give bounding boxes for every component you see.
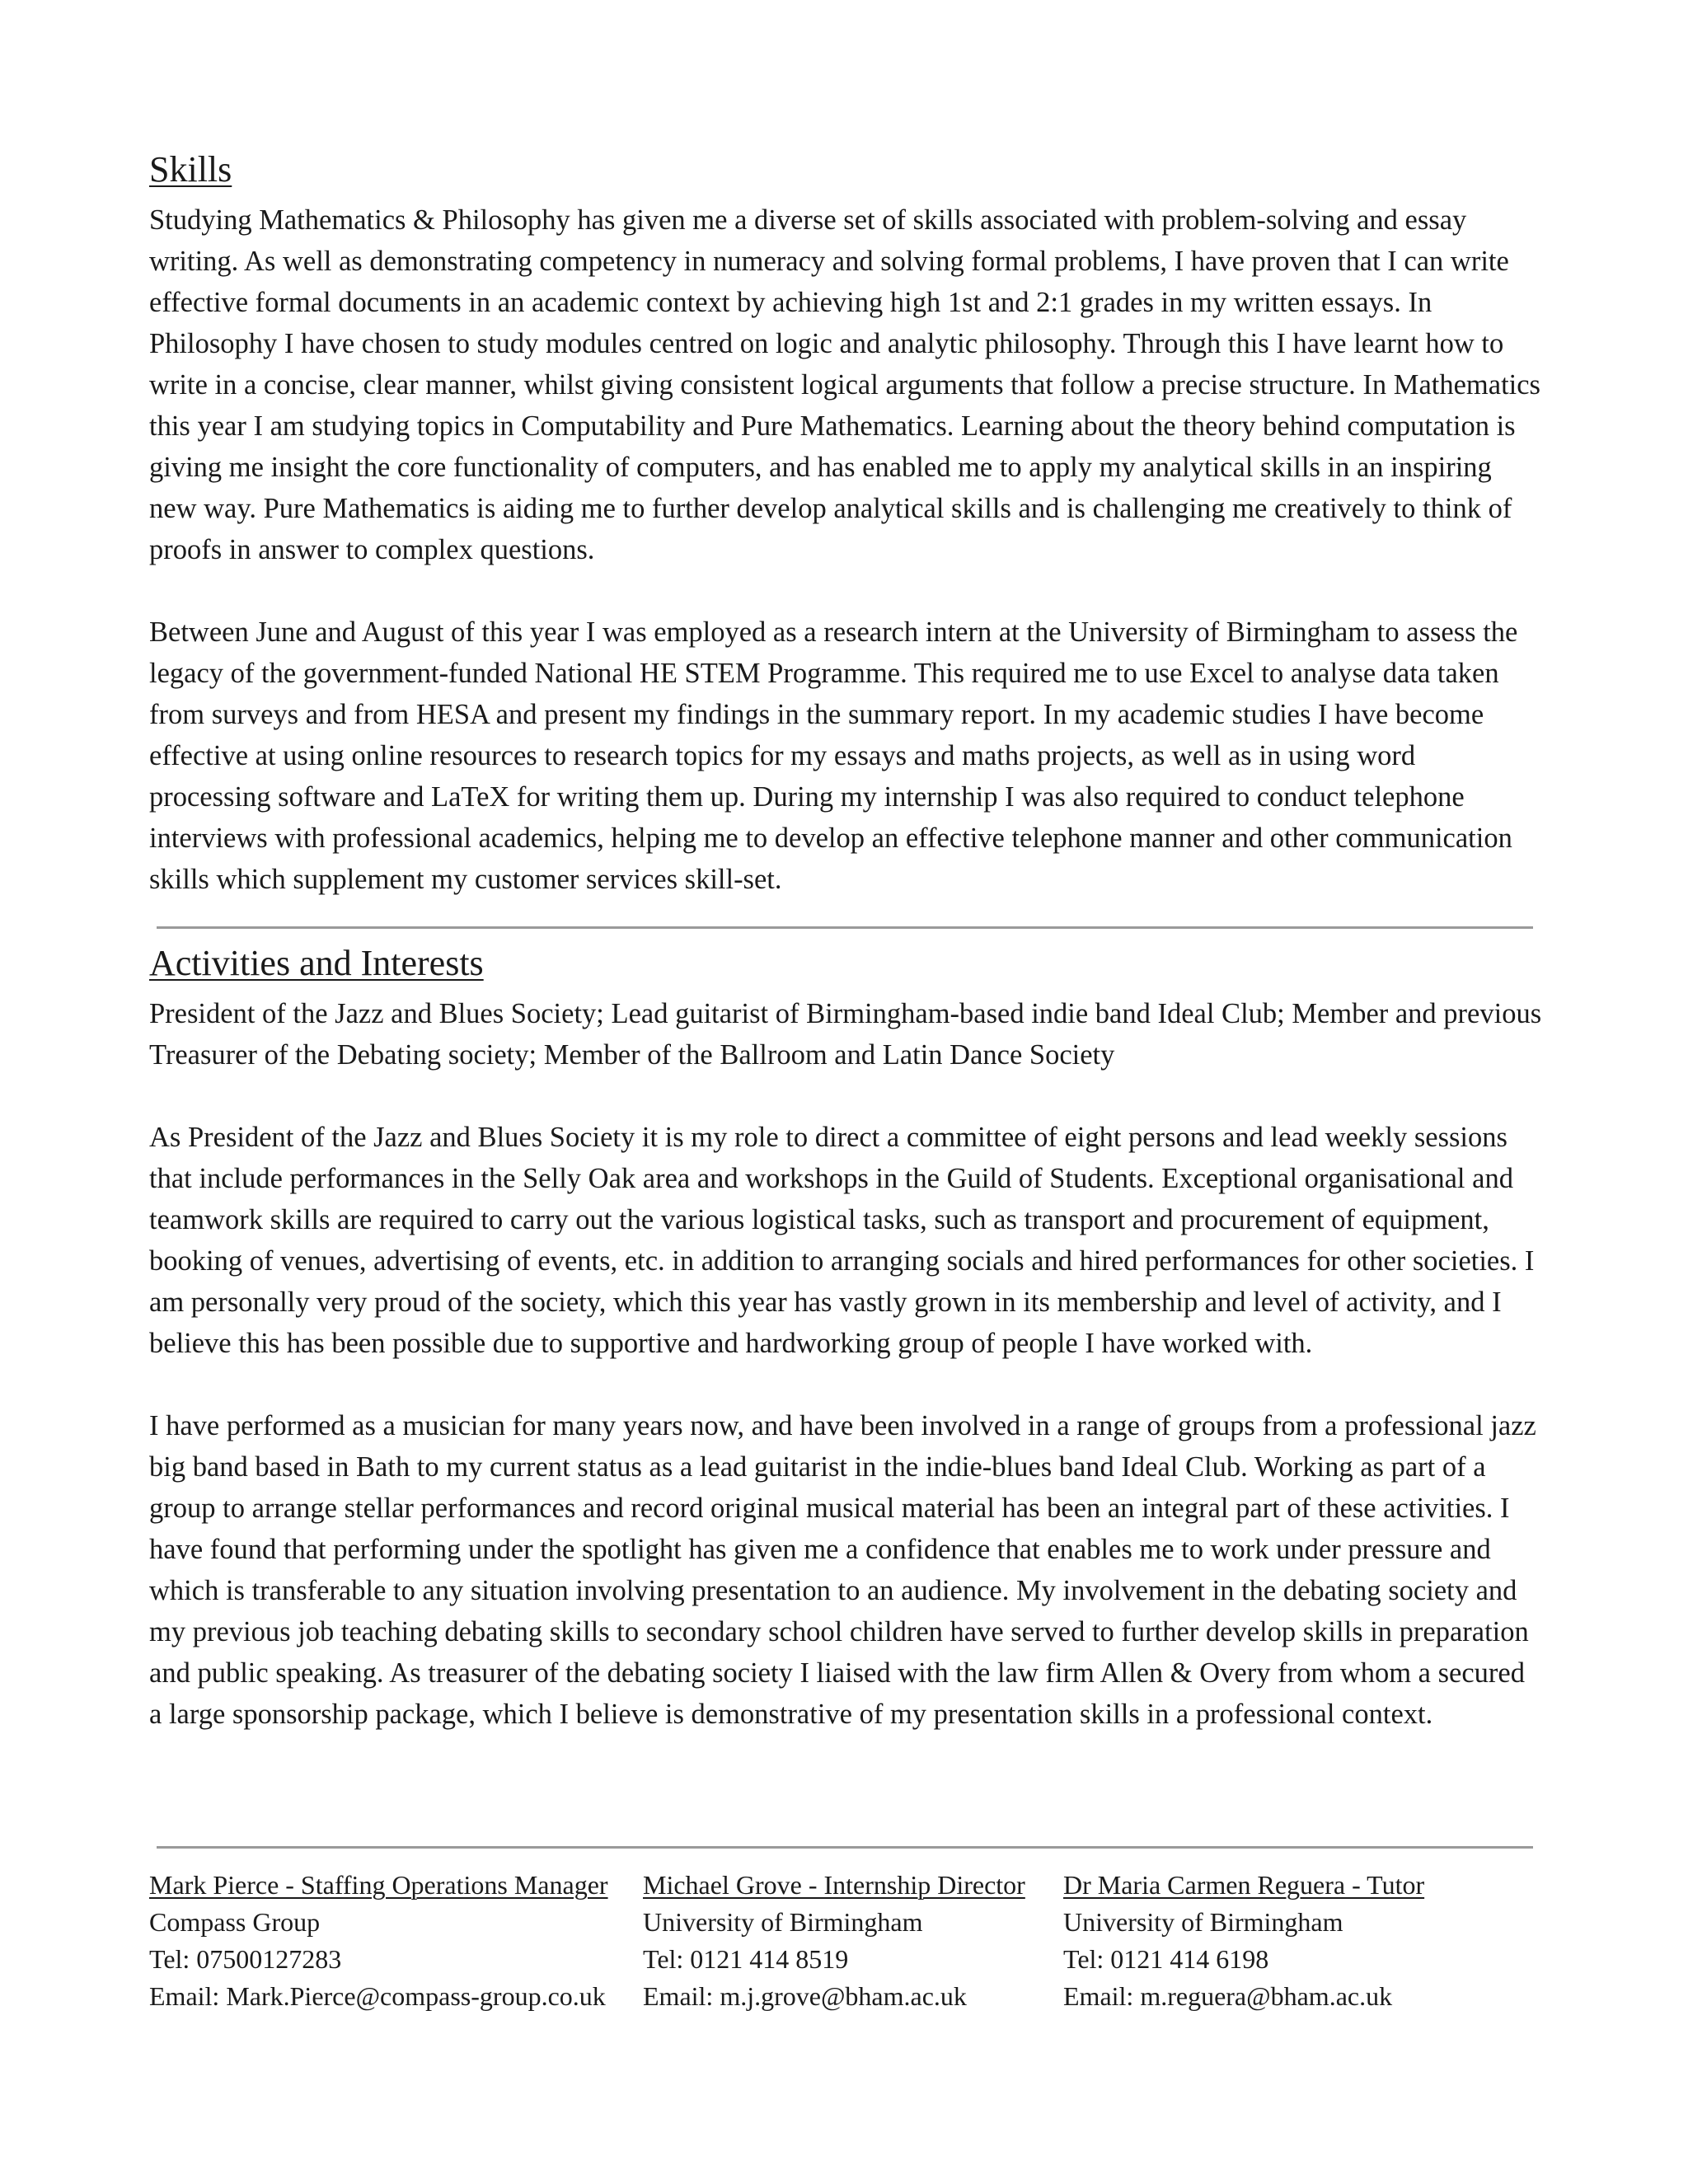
reference-email: Email: m.j.grove@bham.ac.uk: [643, 1981, 967, 2011]
activities-paragraph-2: As President of the Jazz and Blues Society it is my role to direct a committee of eight persons and lead weekly sessions that include performances in the Selly Oak area and workshops in the Guild of Students. Exceptional organisational and teamwork skills are required to carry out the various logistical tasks, such as transport and procurement of equipment, booking of venues, advertising of events, etc. in addition to arranging socials and hired performances for other societies. I am personally very proud of the society, which this year has vastly grown in its membership and level of activity, and I believe this has been possible due to supportive and hardworking group of people I have worked with.: [149, 1122, 1535, 1359]
reference-title: Dr Maria Carmen Reguera - Tutor: [1063, 1870, 1425, 1900]
reference-tel: Tel: 0121 414 8519: [643, 1944, 849, 1974]
skills-paragraph-2: Between June and August of this year I was employed as a research intern at the University of Birmingham to assess the legacy of the government-funded National HE STEM Programme. This required me to use Excel to analyse data taken from surveys and from HESA and present my findings in the summary report. In my academic studies I have become effective at using online resources to research topics for my essays and maths projects, as well as in using word processing software and LaTeX for writing them up. During my internship I was also required to conduct telephone interviews with professional academics, helping me to develop an effective telephone manner and other communication skills which supplement my customer services skill-set.: [149, 616, 1518, 895]
references-divider: [157, 1846, 1533, 1849]
reference-title: Mark Pierce - Staffing Operations Manager: [149, 1870, 608, 1900]
reference-tel: Tel: 0121 414 6198: [1063, 1944, 1269, 1974]
skills-paragraph-1: Studying Mathematics & Philosophy has given me a diverse set of skills associated with problem-solving and essay writing. As well as demonstrating competency in numeracy and solving formal problems, I have proven that I can write effective formal documents in an academic context by achieving high 1st and 2:1 grades in my written essays. In Philosophy I have chosen to study modules centred on logic and analytic philosophy. Through this I have learnt how to write in a concise, clear manner, whilst giving consistent logical arguments that follow a precise structure. In Mathematics this year I am studying topics in Computability and Pure Mathematics. Learning about the theory behind computation is giving me insight the core functionality of computers, and has enabled me to apply my analytical skills in an inspiring new way. Pure Mathematics is aiding me to further develop analytical skills and is challenging me creatively to think of proofs in answer to complex questions.: [149, 204, 1540, 565]
reference-organisation: University of Birmingham: [1063, 1907, 1343, 1937]
activities-paragraph-3: I have performed as a musician for many years now, and have been involved in a range of groups from a professional jazz big band based in Bath to my current status as a lead guitarist in the indie-blues band Ideal Club. Working as part of a group to arrange stellar performances and record original musical material has been an integral part of these activities. I have found that performing under the spotlight has given me a confidence that enables me to work under pressure and which is transferable to any situation involving presentation to an audience. My involvement in the debating society and my previous job teaching debating skills to secondary school children have served to further develop skills in preparation and public speaking. As treasurer of the debating society I liaised with the law firm Allen & Overy from whom a secured a large sponsorship package, which I believe is demonstrative of my presentation skills in a professional context.: [149, 1410, 1536, 1730]
reference-2: [643, 1867, 1025, 2015]
activities-section: [149, 942, 1542, 1735]
reference-email: Email: Mark.Pierce@compass-group.co.uk: [149, 1981, 606, 2011]
reference-tel: Tel: 07500127283: [149, 1944, 342, 1974]
reference-3: [1063, 1867, 1424, 2015]
section-divider: [157, 926, 1533, 929]
reference-organisation: Compass Group: [149, 1907, 321, 1937]
reference-email: Email: m.reguera@bham.ac.uk: [1063, 1981, 1393, 2011]
activities-paragraph-1: President of the Jazz and Blues Society; Lead guitarist of Birmingham-based indie band Ideal Club; Member and previous Treasurer of the Debating society; Member of the Ballroom and Latin Dance Society: [149, 998, 1542, 1071]
skills-heading: Skills: [149, 149, 232, 190]
reference-title: Michael Grove - Internship Director: [643, 1870, 1025, 1900]
reference-organisation: University of Birmingham: [643, 1907, 923, 1937]
activities-heading: Activities and Interests: [149, 943, 484, 983]
reference-1: [149, 1867, 608, 2015]
document-body: [149, 148, 1542, 900]
